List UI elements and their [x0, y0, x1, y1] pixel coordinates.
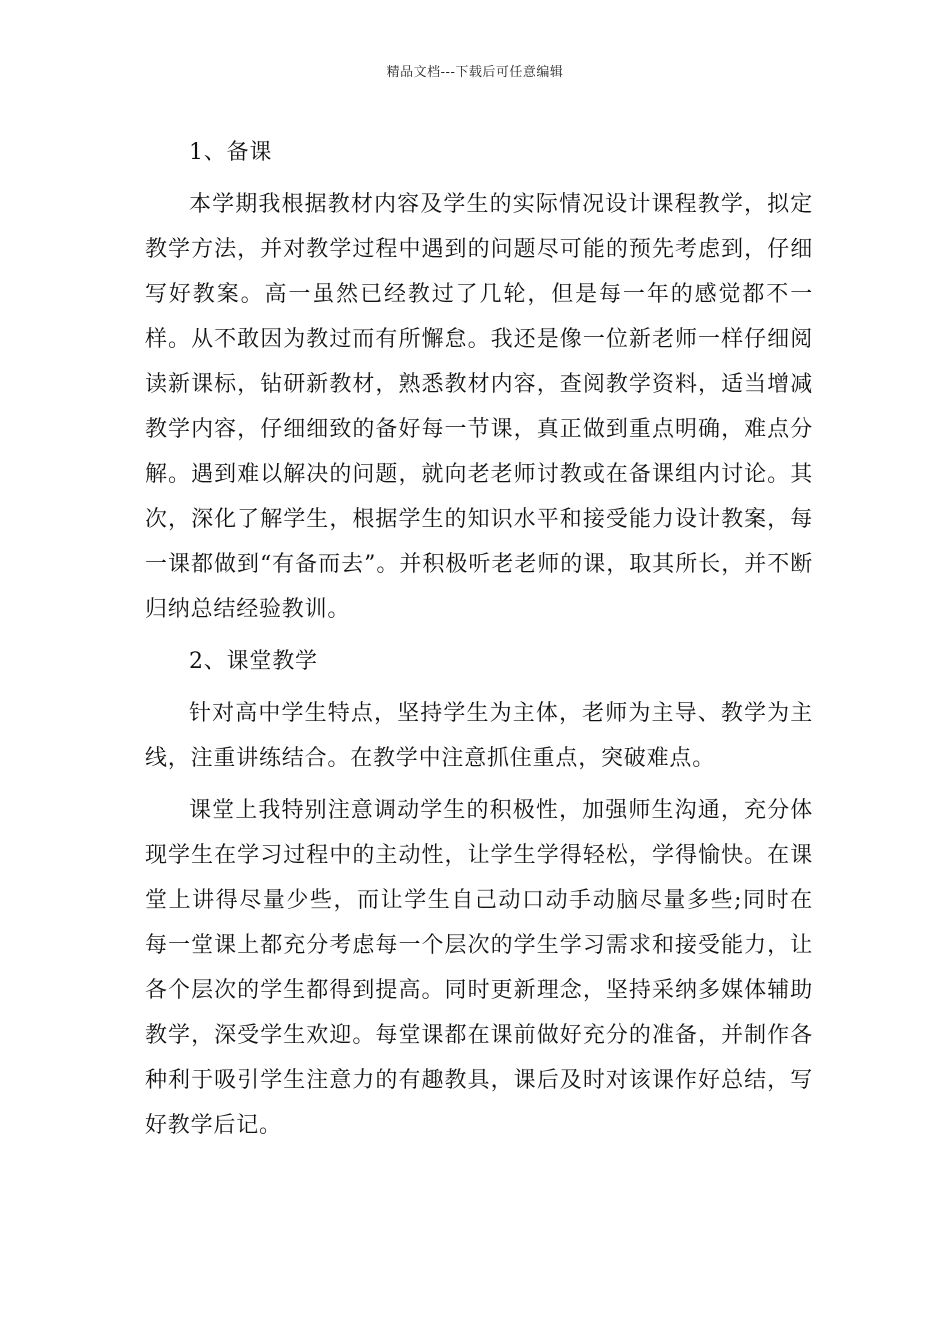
spacer — [145, 175, 813, 182]
document-body — [145, 130, 813, 1148]
spacer — [145, 781, 813, 788]
paragraph-classroom-methods: 课堂上我特别注意调动学生的积极性，加强师生沟通，充分体现学生在学习过程中的主动性，让学生学得轻松，学得愉快。在课堂上讲得尽量少些，而让学生自己动口动手动脑尽量多些;同时在每一堂课上都充分考虑每一个层次的学生学习需求和接受能力，让各个层次的学生都得到提高。同时更新理念，坚持采纳多媒体辅助教学，深受学生欢迎。每堂课都在课前做好充分的准备，并制作各种利于吸引学生注意力的有趣教具，课后及时对该课作好总结，写好教学后记。 — [145, 798, 813, 1138]
paragraph-preparation: 本学期我根据教材内容及学生的实际情况设计课程教学，拟定教学方法，并对教学过程中遇到的问题尽可能的预先考虑到，仔细写好教案。高一虽然已经教过了几轮，但是每一年的感觉都不一样。从不敢因为教过而有所懈怠。我还是像一位新老师一样仔细阅读新课标，钻研新教材，熟悉教材内容，查阅教学资料，适当增减教学内容，仔细细致的备好每一节课，真正做到重点明确，难点分解。遇到难以解决的问题，就向老老师讨教或在备课组内讨论。其次，深化了解学生，根据学生的知识水平和接受能力设计教案，每一课都做到“有备而去”。并积极听老老师的课，取其所长，并不断归纳总结经验教训。 — [145, 192, 813, 622]
section-heading-preparation: 1、备课 — [189, 140, 273, 165]
paragraph-classroom-focus: 针对高中学生特点，坚持学生为主体，老师为主导、教学为主线，注重讲练结合。在教学中注意抓住重点，突破难点。 — [145, 701, 813, 771]
spacer — [145, 632, 813, 639]
spacer — [145, 684, 813, 691]
section-heading-classroom-teaching: 2、课堂教学 — [189, 649, 318, 674]
page-header: 精品文档---下载后可任意编辑 — [386, 65, 564, 80]
